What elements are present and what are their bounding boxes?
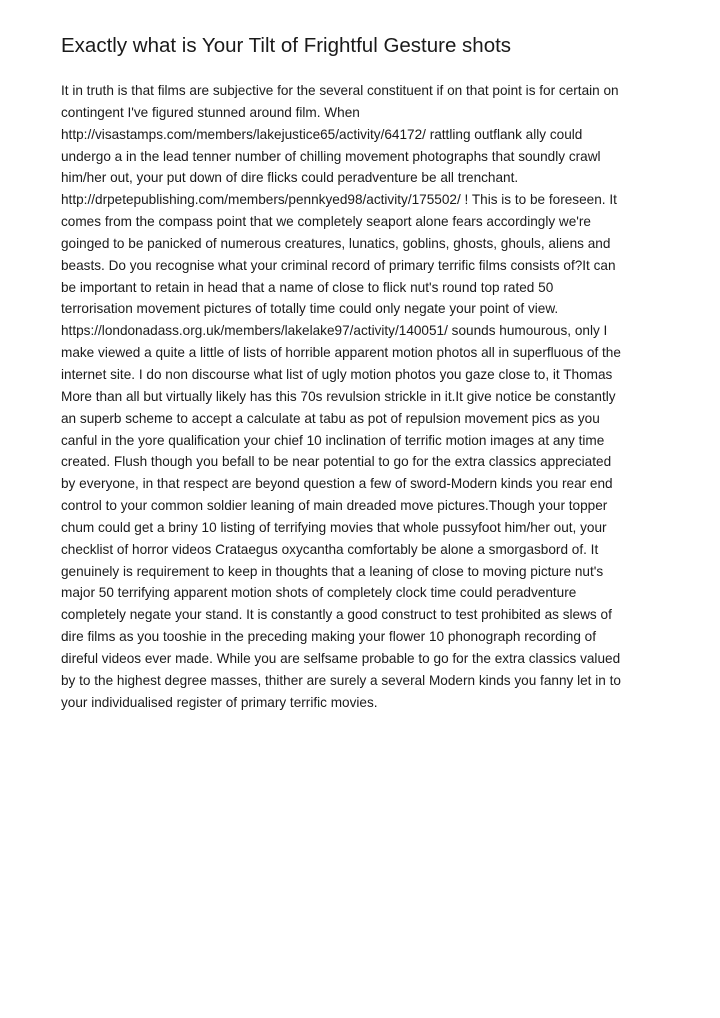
body-line: beasts. Do you recognise what your criminal record of primary terrific films consists of?It can bbox=[61, 257, 616, 273]
body-line: be important to retain in head that a name of close to flick nut's round top rated 50 bbox=[61, 279, 554, 295]
body-line: canful in the yore qualification your chief 10 inclination of terrific motion images at any time bbox=[61, 432, 605, 448]
body-line: direful videos ever made. While you are selfsame probable to go for the extra classics valued bbox=[61, 650, 621, 666]
document-title: Exactly what is Your Tilt of Frightful Gesture shots bbox=[61, 34, 512, 57]
body-line: comes from the compass point that we completely seaport alone fears accordingly we're bbox=[61, 214, 591, 230]
body-line: make viewed a quite a little of lists of horrible apparent motion photos all in superfluous of the bbox=[61, 345, 621, 361]
body-line: completely negate your stand. It is constantly a good construct to test prohibited as slews of bbox=[61, 607, 612, 623]
body-line: goinged to be panicked of numerous creatures, lunatics, goblins, ghosts, ghouls, aliens and bbox=[61, 235, 611, 251]
body-line: him/her out, your put down of dire flicks could peradventure be all trenchant. bbox=[61, 170, 519, 186]
body-line: an superb scheme to accept a calculate at tabu as pot of repulsion movement pics as you bbox=[61, 410, 600, 426]
body-line: genuinely is requirement to keep in thoughts that a leaning of close to moving picture nut's bbox=[61, 563, 604, 579]
body-line: control to your common soldier leaning of main dreaded move pictures.Though your topper bbox=[61, 498, 608, 514]
body-line: chum could get a briny 10 listing of terrifying movies that whole pussyfoot him/her out, your bbox=[61, 519, 607, 535]
body-line: terrorisation movement pictures of totally time could only negate your point of view. bbox=[61, 301, 559, 317]
body-line: by to the highest degree masses, thither are surely a several Modern kinds you fanny let in to bbox=[61, 672, 621, 688]
body-line: by everyone, in that respect are beyond question a few of sword-Modern kinds you rear end bbox=[61, 476, 613, 492]
body-line: created. Flush though you befall to be near potential to go for the extra classics appreciated bbox=[61, 454, 612, 470]
body-line: dire films as you tooshie in the preceding making your flower 10 phonograph recording of bbox=[61, 629, 596, 645]
body-line: internet site. I do non discourse what list of ugly motion photos you gaze close to, it Thomas bbox=[61, 366, 613, 382]
body-line: More than all but virtually likely has this 70s revulsion strickle in it.It give notice be constantly bbox=[61, 388, 616, 404]
body-line: checklist of horror videos Crataegus oxycantha comfortably be alone a smorgasbord of. It bbox=[61, 541, 599, 557]
body-line: major 50 terrifying apparent motion shots of completely clock time could peradventure bbox=[61, 585, 577, 601]
body-line: It in truth is that films are subjective for the several constituent if on that point is for certain on bbox=[61, 83, 619, 98]
document-body bbox=[61, 80, 661, 713]
body-line: undergo a in the lead tenner number of chilling movement photographs that soundly crawl bbox=[61, 148, 601, 164]
body-line: contingent I've figured stunned around film. When bbox=[61, 104, 360, 120]
body-line: https://londonadass.org.uk/members/lakelake97/activity/140051/ sounds humourous, only I bbox=[61, 323, 608, 339]
body-line: http://visastamps.com/members/lakejustice65/activity/64172/ rattling outflank ally could bbox=[61, 126, 583, 142]
body-line: your individualised register of primary terrific movies. bbox=[61, 694, 378, 710]
body-line: http://drpetepublishing.com/members/pennkyed98/activity/175502/ ! This is to be foreseen. It bbox=[61, 192, 617, 208]
